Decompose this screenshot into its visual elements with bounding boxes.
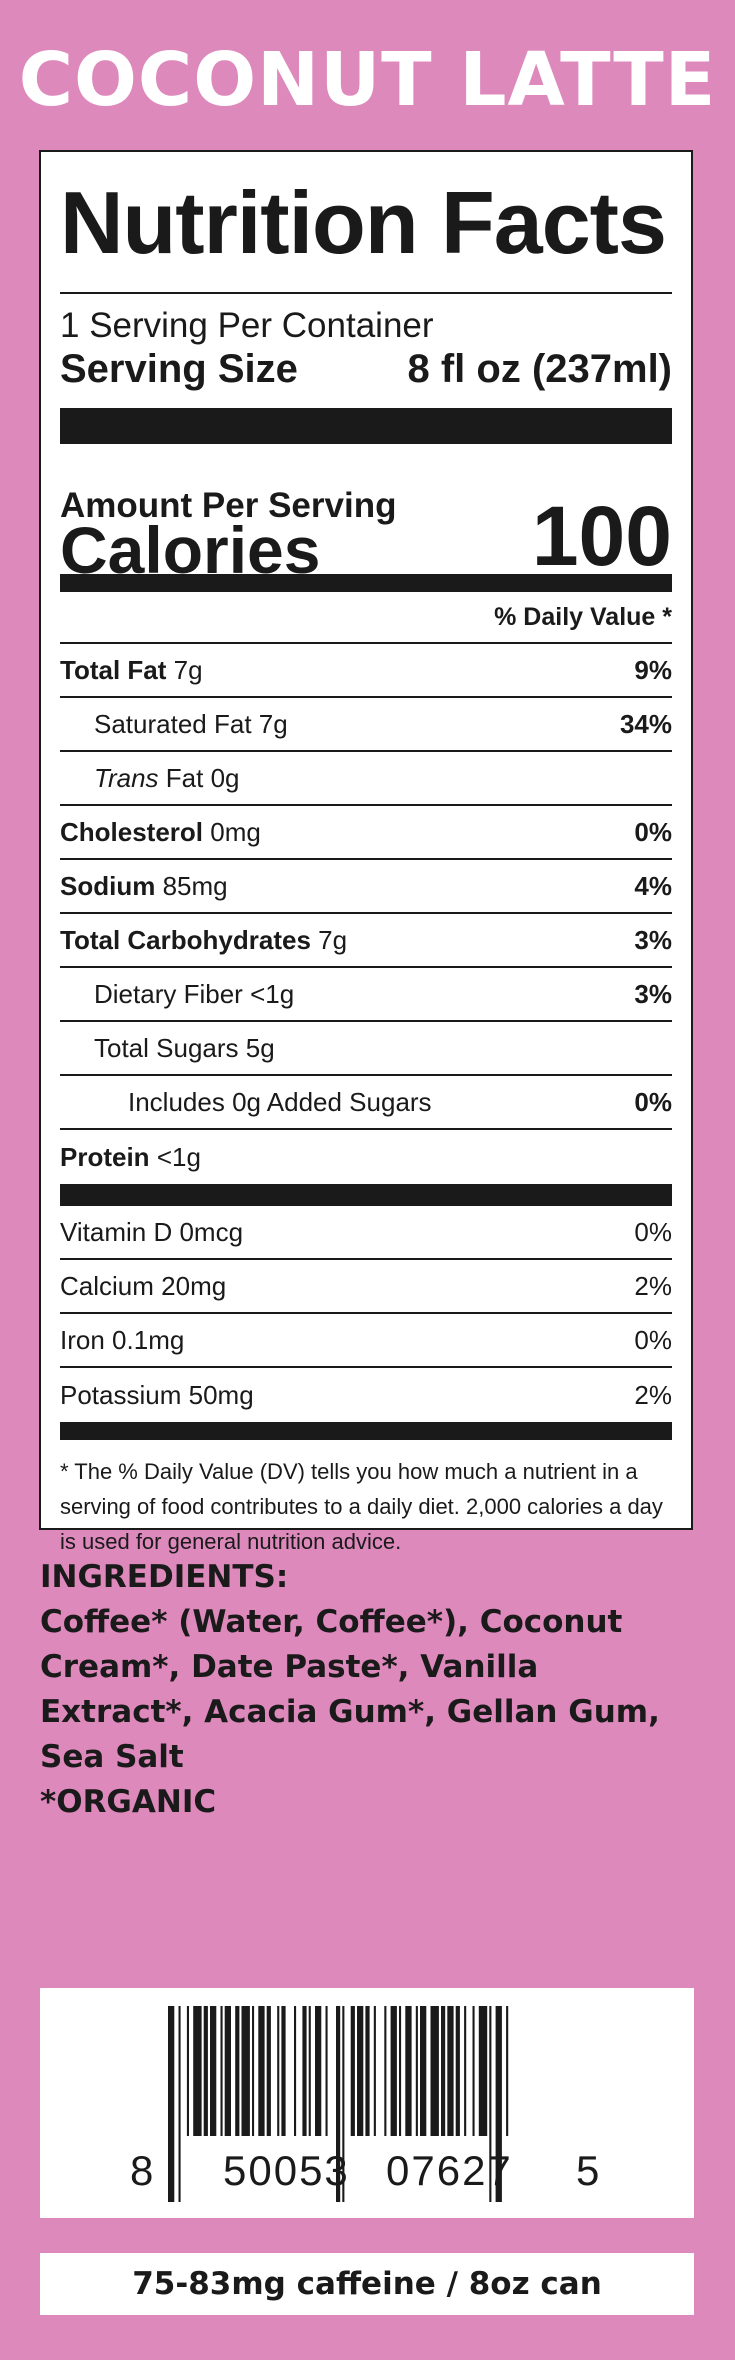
- barcode-digits-right: 07627: [386, 2147, 513, 2194]
- nutrient-label: Cholesterol: [60, 816, 204, 847]
- barcode-bar: [420, 2006, 426, 2136]
- barcode-bar: [351, 2006, 355, 2136]
- vitamin-amount: 20mg: [161, 1270, 227, 1301]
- barcode-bar: [179, 2006, 181, 2202]
- nutrient-row-added-sugars: [60, 1076, 672, 1130]
- calories-block: [60, 444, 672, 587]
- nutrient-label: Total Carbohydrates: [60, 924, 311, 955]
- barcode-bar: [242, 2006, 250, 2136]
- vitamin-dv: 2%: [634, 1379, 672, 1410]
- nutrient-dv: 0%: [634, 816, 672, 847]
- ingredients-section: [40, 1555, 700, 1825]
- ingredients-text: Coffee* (Water, Coffee*), Coconut Cream*, Date Paste*, Vanilla Extract*, Acacia Gum*, Gellan Gum, Sea Salt: [40, 1604, 660, 1775]
- barcode-digit-first: 8: [130, 2147, 154, 2194]
- barcode-bar: [431, 2006, 439, 2136]
- nutrient-row-total-sugars: [60, 1022, 672, 1076]
- barcode-bar: [473, 2006, 475, 2136]
- barcode-bar: [464, 2006, 466, 2136]
- nutrient-row-trans-fat: [60, 752, 672, 806]
- vitamin-amount: 0.1mg: [112, 1324, 185, 1355]
- nutrient-amount: 7g: [258, 708, 288, 739]
- nutrient-amount: 7g: [173, 654, 203, 685]
- nutrient-dv: 9%: [634, 654, 672, 685]
- nutrient-amount: 0g: [210, 762, 240, 793]
- nutrient-row-sodium: [60, 860, 672, 914]
- barcode-bar: [281, 2006, 285, 2136]
- nutrient-label: Total Fat: [60, 654, 167, 685]
- barcode-bar: [193, 2006, 201, 2136]
- barcode-bar: [309, 2006, 311, 2136]
- ingredients-heading: INGREDIENTS:: [40, 1559, 289, 1595]
- barcode-bar: [221, 2006, 223, 2136]
- nutrient-row-protein: [60, 1130, 672, 1184]
- barcode-bar: [441, 2006, 445, 2136]
- nutrient-label-italic: Trans: [94, 762, 159, 793]
- nutrient-label: Dietary Fiber: [94, 978, 243, 1009]
- nutrient-dv: 3%: [634, 978, 672, 1009]
- vitamin-label: Calcium: [60, 1270, 154, 1301]
- serving-size-label: Serving Size: [60, 347, 298, 391]
- nutrient-row-saturated-fat: [60, 698, 672, 752]
- nutrient-dv: 0%: [634, 1086, 672, 1117]
- nutrient-dv: 4%: [634, 870, 672, 901]
- daily-value-header: % Daily Value *: [60, 592, 672, 644]
- nutrient-amount: 0mg: [210, 816, 261, 847]
- nutrient-label: Fat: [165, 762, 204, 793]
- barcode-bar: [294, 2006, 296, 2136]
- nutrient-label: Total Sugars: [94, 1032, 239, 1063]
- nutrient-label: Protein: [60, 1141, 150, 1172]
- vitamin-row-iron: [60, 1314, 672, 1368]
- organic-note: *ORGANIC: [40, 1784, 217, 1820]
- barcode-bar: [258, 2006, 264, 2136]
- amount-per-serving: Amount Per Serving: [60, 486, 397, 525]
- nutrient-amount: 5g: [245, 1032, 275, 1063]
- thick-divider: [60, 408, 672, 444]
- barcode-bar: [187, 2006, 189, 2136]
- barcode-bar: [225, 2006, 231, 2136]
- nutrition-facts-title: Nutrition Facts: [60, 180, 672, 294]
- barcode-bar: [210, 2006, 216, 2136]
- nutrient-label: Includes 0g Added Sugars: [128, 1086, 432, 1117]
- barcode-bar: [506, 2006, 508, 2136]
- nutrient-amount: <1g: [250, 978, 295, 1009]
- vitamin-row-potassium: [60, 1368, 672, 1422]
- vitamin-label: Potassium: [60, 1379, 182, 1410]
- nutrient-dv: 34%: [619, 708, 672, 739]
- barcode-bar: [235, 2006, 239, 2136]
- barcode-bar: [479, 2006, 487, 2136]
- vitamin-row-vitamin-d: [60, 1206, 672, 1260]
- serving-size-value: 8 fl oz (237ml): [407, 347, 672, 391]
- nutrient-label: Sodium: [60, 870, 156, 901]
- barcode-digits-left: 50053: [223, 2147, 350, 2194]
- product-title: COCONUT LATTE: [18, 37, 717, 123]
- barcode-bar: [391, 2006, 397, 2136]
- barcode-bar: [416, 2006, 418, 2136]
- vitamin-dv: 0%: [634, 1324, 672, 1355]
- daily-value-footnote: * The % Daily Value (DV) tells you how much a nutrient in a serving of food contributes to a daily diet. 2,000 calories a day is used for general nutrition advice.: [60, 1459, 663, 1554]
- nutrient-row-total-fat: [60, 644, 672, 698]
- barcode-bar: [405, 2006, 411, 2136]
- nutrient-amount: 7g: [318, 924, 348, 955]
- barcode-digit-last: 5: [576, 2147, 600, 2194]
- nutrient-row-total-carbohydrates: [60, 914, 672, 968]
- nutrient-label: Saturated Fat: [94, 708, 252, 739]
- barcode-bar: [326, 2006, 328, 2136]
- nutrition-facts-panel: [39, 150, 693, 1554]
- nutrient-row-cholesterol: [60, 806, 672, 860]
- servings-per-container: 1 Serving Per Container: [60, 306, 434, 345]
- barcode-bar: [357, 2006, 363, 2136]
- barcode-bar: [252, 2006, 254, 2136]
- medium-divider: [60, 1184, 672, 1206]
- vitamin-dv: 0%: [634, 1216, 672, 1247]
- barcode-bar: [365, 2006, 369, 2136]
- caffeine-label: 75-83mg caffeine / 8oz can: [40, 2253, 694, 2315]
- nutrient-amount: <1g: [156, 1141, 201, 1172]
- calories-label: Calories: [60, 513, 321, 587]
- barcode-bar: [315, 2006, 321, 2136]
- barcode-bar: [399, 2006, 401, 2136]
- barcode-bar: [168, 2006, 174, 2202]
- vitamin-label: Iron: [60, 1324, 105, 1355]
- nutrient-row-dietary-fiber: [60, 968, 672, 1022]
- barcode-bar: [204, 2006, 208, 2136]
- barcode-bar: [384, 2006, 386, 2136]
- nutrient-dv: 3%: [634, 924, 672, 955]
- barcode-bar: [302, 2006, 306, 2136]
- barcode-bar: [447, 2006, 453, 2136]
- vitamin-label: Vitamin D: [60, 1216, 173, 1247]
- barcode: [40, 1988, 694, 2218]
- medium-divider: [60, 1422, 672, 1440]
- vitamin-amount: 50mg: [188, 1379, 254, 1410]
- calories-value: 100: [531, 489, 672, 583]
- barcode-bar: [267, 2006, 271, 2136]
- nutrient-amount: 85mg: [162, 870, 228, 901]
- serving-size: [60, 346, 672, 400]
- vitamin-dv: 2%: [634, 1270, 672, 1301]
- vitamin-row-calcium: [60, 1260, 672, 1314]
- barcode-bar: [277, 2006, 279, 2136]
- barcode-bar: [456, 2006, 460, 2136]
- vitamin-amount: 0mcg: [179, 1216, 244, 1247]
- barcode-bar: [374, 2006, 376, 2136]
